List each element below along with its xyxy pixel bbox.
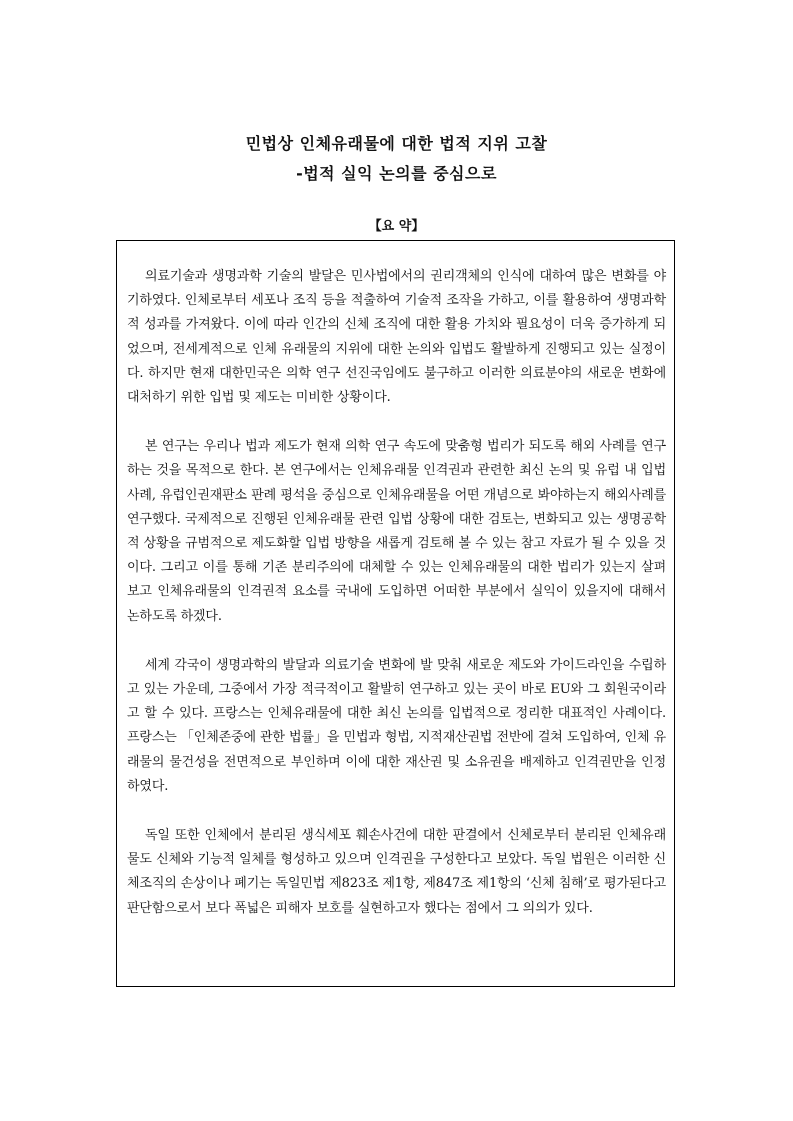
abstract-paragraph-3: 세계 각국이 생명과학의 발달과 의료기술 변화에 발 맞춰 새로운 제도와 가이드라인을 수립하고 있는 가운데, 그중에서 가장 적극적이고 활발히 연구하고 있는 곳이 바로 EU와 그 회원국이라고 할 수 있다. 프랑스는 인체유래물에 대한 최신 논의를 입법적으로 정리한 대표적인 사례이다. 프랑스는 「인체존중에 관한 법률」을 민법과 형법, 지적재산권법 전반에 걸쳐 도입하여, 인체 유래물의 물건성을 전면적으로 부인하며 이에 대한 재산권 및 소유권을 배제하고 인격권만을 인정하였다. [127,657,666,794]
abstract-paragraph-2: 본 연구는 우리나 법과 제도가 현재 의학 연구 속도에 맞춤형 법리가 되도록 해외 사례를 연구하는 것을 목적으로 한다. 본 연구에서는 인체유래물 인격권과 관련한 최신 논의 및 유럽 내 입법 사례, 유럽인권재판소 판례 평석을 중심으로 인체유래물을 어떤 개념으로 봐야하는지 해외사례를 연구했다. 국제적으로 진행된 인체유래물 관련 입법 상황에 대한 검토는, 변화되고 있는 생명공학적 상황을 규범적으로 제도화할 입법 방향을 새롭게 검토해 볼 수 있는 참고 자료가 될 수 있을 것이다. 그리고 이를 통해 기존 분리주의에 대체할 수 있는 인체유래물의 대한 법리가 있는지 살펴보고 인체유래물의 인격권적 요소를 국내에 도입하면 어떠한 부분에서 실익이 있을지에 대해서 논하도록 하겠다. [127,439,666,624]
abstract-box [116,240,675,987]
abstract-paragraph-4: 독일 또한 인체에서 분리된 생식세포 훼손사건에 대한 판결에서 신체로부터 분리된 인체유래물도 신체와 기능적 일체를 형성하고 있으며 인격권을 구성한다고 보았다. 독일 법원은 이러한 신체조직의 손상이나 폐기는 독일민법 제823조 제1항, 제847조 제1항의 ‘신체 침해’로 평가된다고 판단함으로서 보다 폭넓은 피해자 보호를 실현하고자 했다는 점에서 그 의의가 있다. [127,828,666,916]
abstract-paragraph-1: 의료기술과 생명과학 기술의 발달은 민사법에서의 권리객체의 인식에 대하여 많은 변화를 야기하였다. 인체로부터 세포나 조직 등을 적출하여 기술적 조작을 가하고, 이를 활용하여 생명과학적 성과를 가져왔다. 이에 따라 인간의 신체 조직에 대한 활용 가치와 필요성이 더욱 증가하게 되었으며, 전세계적으로 인체 유래물의 지위에 대한 논의와 입법도 활발하게 진행되고 있는 실정이다. 하지만 현재 대한민국은 의학 연구 선진국임에도 불구하고 이러한 의료분야의 새로운 변화에 대처하기 위한 입법 및 제도는 미비한 상황이다. [127,269,666,406]
document-subtitle: -법적 실익 논의를 중심으로 [296,164,497,183]
abstract-heading: 【요 약】 [368,219,425,234]
document-title: 민법상 인체유래물에 대한 법적 지위 고찰 [245,134,548,153]
